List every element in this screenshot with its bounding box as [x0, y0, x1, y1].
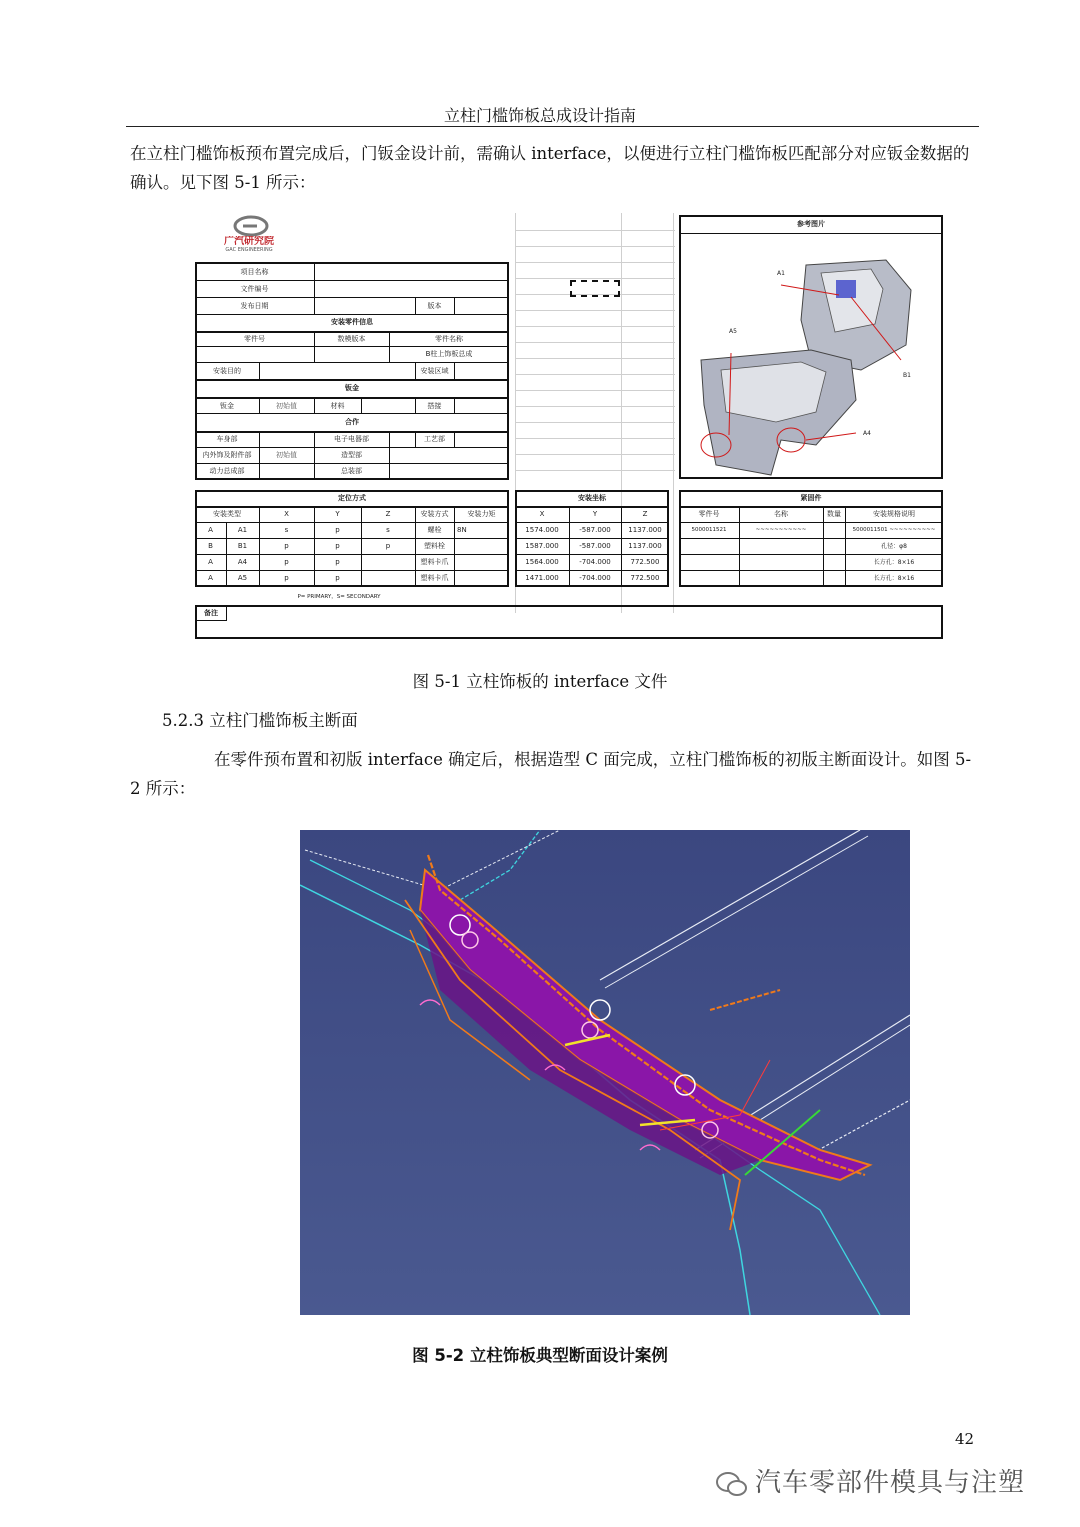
locate-cell: s	[386, 526, 390, 534]
label-material: 材料	[330, 402, 345, 410]
coord-cell: 1137.000	[628, 526, 662, 534]
locate-cell: A	[208, 558, 213, 566]
fastener-header-qty: 数量	[827, 510, 841, 518]
callout-a5: A5	[729, 328, 737, 335]
coord-cell: -587.000	[579, 542, 611, 550]
coord-cell: -704.000	[579, 558, 611, 566]
coord-cell: -587.000	[579, 526, 611, 534]
label-powertrain-dept: 动力总成部	[209, 467, 245, 475]
callout-a4: A4	[863, 430, 871, 437]
fastener-cell: 孔径：φ8	[881, 543, 907, 550]
part-name-value: B柱上饰板总成	[425, 350, 473, 358]
locate-cell: p	[385, 542, 391, 550]
locate-cell: 8N	[457, 526, 467, 534]
locate-header-type: 安装类型	[213, 510, 241, 518]
locate-cell: p	[284, 558, 289, 566]
label-project-name: 项目名称	[240, 268, 269, 276]
selection-marquee	[570, 280, 620, 297]
section-part-info: 安装零件信息	[331, 318, 373, 326]
label-lap: 搭接	[427, 402, 442, 410]
locate-cell: A5	[237, 574, 248, 582]
locate-title: 定位方式	[338, 494, 366, 502]
label-sheet: 钣金	[220, 402, 234, 410]
label-release-date: 发布日期	[240, 302, 269, 310]
label-install-purpose: 安装目的	[213, 367, 241, 375]
locate-cell: B	[208, 542, 213, 550]
sheet-initial-value: 初始值	[276, 402, 297, 410]
section-sheet-metal: 钣金	[345, 384, 359, 392]
interface-sheet-figure	[193, 213, 945, 643]
label-assembly-dept: 总装部	[341, 467, 362, 475]
page-number: 42	[955, 1430, 975, 1448]
locate-header-method: 安装方式	[420, 510, 449, 518]
locate-cell: A4	[237, 558, 248, 566]
label-part-no: 零件号	[244, 335, 265, 343]
fastener-cell: 长方孔：8×16	[873, 575, 915, 582]
label-part-name: 零件名称	[435, 335, 463, 343]
figure2-caption: 图 5-2 立柱饰板典型断面设计案例	[412, 1346, 668, 1365]
locate-cell: 塑料栓	[424, 542, 445, 550]
coord-cell: 1587.000	[525, 542, 559, 550]
wechat-icon	[715, 1471, 749, 1497]
body-paragraph: 在零件预布置和初版 interface 确定后，根据造型 C 面完成，立柱门槛饰板的初版主断面设计。如图 5-2 所示：	[130, 750, 972, 798]
callout-b1: B1	[903, 372, 911, 379]
fastener-header-spec: 安装规格说明	[873, 510, 915, 518]
locate-cell: 塑料卡爪	[420, 574, 449, 582]
coord-header-y: Y	[592, 510, 598, 518]
label-install-area: 安装区域	[420, 367, 449, 375]
locate-cell: B1	[237, 542, 248, 550]
locate-cell: s	[284, 526, 289, 534]
logo-subtext: GAC ENGINEERING	[225, 247, 273, 253]
locate-cell: p	[335, 526, 340, 534]
remark-row	[195, 605, 943, 639]
footer-watermark-text: 汽车零部件模具与注塑	[755, 1468, 1026, 1498]
label-body-dept: 车身部	[216, 435, 238, 443]
coord-header-z: Z	[642, 510, 648, 518]
header-rule	[126, 126, 979, 127]
figure1-caption: 图 5-1 立柱饰板的 interface 文件	[412, 672, 668, 691]
locate-cell: 塑料卡爪	[420, 558, 449, 566]
coord-title: 安装坐标	[578, 494, 606, 502]
coord-cell: 1564.000	[525, 558, 559, 566]
fastener-cell: 5000011521	[691, 527, 727, 533]
locate-cell: p	[335, 558, 340, 566]
coord-cell: -704.000	[579, 574, 611, 582]
reference-image-title: 参考图片	[797, 220, 825, 228]
fastener-cell: ~~~~~~~~~~~	[755, 527, 807, 533]
label-process-dept: 工艺部	[424, 435, 445, 443]
locate-cell: p	[335, 542, 340, 550]
section-heading: 5.2.3 立柱门槛饰板主断面	[162, 711, 358, 730]
coord-cell: 1574.000	[525, 526, 559, 534]
reference-part-render	[681, 235, 941, 477]
locate-cell: A	[208, 526, 213, 534]
fastener-title: 紧固件	[800, 494, 822, 502]
locate-note: P= PRIMARY，S= SECONDARY	[297, 594, 381, 600]
coord-header-x: X	[539, 510, 545, 518]
locate-cell: p	[284, 574, 289, 582]
fastener-header-part-no: 零件号	[698, 510, 720, 518]
logo-text: 广汽研究院	[224, 236, 274, 247]
fastener-cell: 长方孔：8×16	[873, 559, 915, 566]
fastener-cell: 5000011501 ~~~~~~~~~~	[852, 527, 936, 533]
locate-cell: A1	[237, 526, 248, 534]
footer-watermark	[715, 1462, 1025, 1499]
locate-cell: A	[208, 574, 213, 582]
locate-header-torque: 安装力矩	[467, 510, 496, 518]
locate-header-x: X	[284, 510, 289, 518]
running-header: 立柱门槛饰板总成设计指南	[443, 106, 636, 125]
locate-cell: p	[284, 542, 289, 550]
locate-cell: 螺栓	[427, 526, 442, 534]
label-electrical-dept: 电子电器部	[334, 435, 369, 443]
remark-label: 备注	[204, 609, 218, 617]
coord-cell: 772.500	[630, 574, 660, 582]
coord-cell: 1471.000	[525, 574, 559, 582]
callout-a1: A1	[777, 270, 785, 277]
section-joint: 合作	[345, 418, 359, 426]
label-styling-dept: 造型部	[341, 451, 362, 459]
label-version: 版本	[427, 302, 442, 310]
fastener-header-name: 名称	[774, 510, 788, 518]
label-trim-dept: 内外饰及附件部	[202, 451, 252, 459]
coord-cell: 1137.000	[628, 542, 662, 550]
intro-paragraph: 在立柱门槛饰板预布置完成后，门钣金设计前，需确认 interface，以便进行立柱门槛饰板匹配部分对应钣金数据的确认。见下图 5-1 所示：	[130, 144, 970, 192]
coord-cell: 772.500	[630, 558, 660, 566]
locate-cell: p	[335, 574, 340, 582]
label-file-no: 文件编号	[240, 285, 269, 293]
locate-header-z: Z	[385, 510, 391, 518]
cad-section-drawing	[300, 830, 910, 1315]
label-data-version: 数模版本	[337, 335, 366, 343]
cad-section-render	[300, 830, 910, 1315]
locate-header-y: Y	[335, 510, 340, 518]
trim-initial-value: 初始值	[276, 451, 297, 459]
